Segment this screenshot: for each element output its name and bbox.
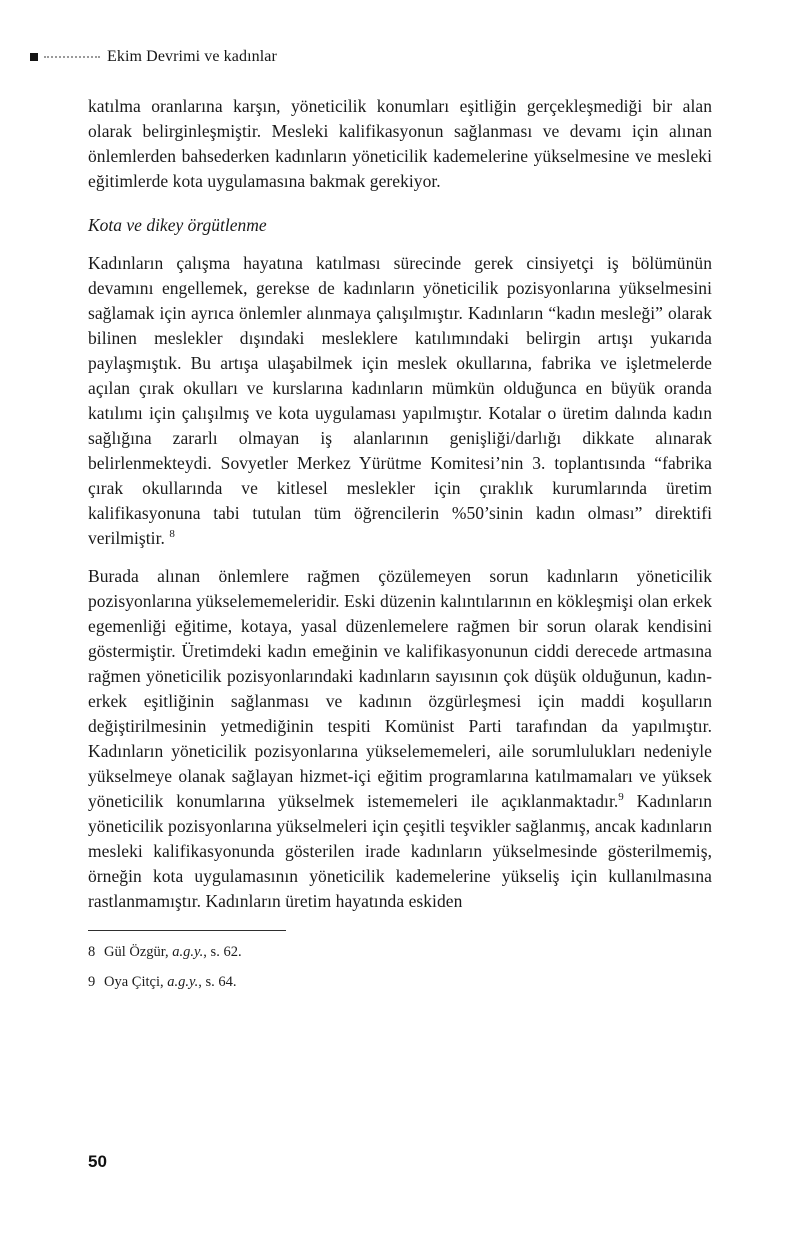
paragraph-2-text: Kadınların çalışma hayatına katılması sürecinde gerek cinsiyetçi iş bölümünün devamını engellemek, gerekse de kadınların yöneticilik pozisyonlarına yükselmesini sağlamak için ayrıca önlemler alınmaya çalışılmıştır. Kadınların “kadın mesleği” olarak bilinen meslekler dışındaki mesleklere katılımındaki belirgin artışı yukarıda paylaşmıştık. Bu artışa ulaşabilmek için meslek okullarına, fabrika ve işletmelerde açılan çırak okulları ve kurslarına kadınların mümkün olduğunca en büyük oranda katılımı için çalışılmış ve kota uygulaması yapılmıştır. Kotalar o üretim dalında kadın sağlığına zararlı olmayan iş alanlarının genişliği/darlığı dikkate alınarak belirlenmekteydi. Sovyetler Merkez Yürütme Komitesi’nin 3. toplantısında “fabrika çırak okullarında ve kitlesel meslekler için çıraklık kurumlarında üretim kalifikasyonuna tabi tutulan tüm öğrencilerin %50’sinin kadın olması” direktifi verilmiştir.: [88, 253, 712, 548]
footnote-8-number: 8: [88, 944, 96, 960]
dotted-leader: [44, 56, 100, 58]
footnote-ref-8: 8: [169, 528, 175, 541]
footnote-ref-9: 9: [618, 791, 624, 804]
paragraph-3-text-before: Burada alınan önlemlere rağmen çözülemeyen sorun kadınların yöneticilik pozisyonlarına yükselememeleridir. Eski düzenin kalıntılarının en kökleşmişi olan erkek egemenliği eğitime, kotaya, yasal düzenlemelere rağmen bir sorun olarak kendisini göstermiştir. Üretimdeki kadın emeğinin ve kalifikasyonunun ciddi derecede artmasına rağmen yöneticilik pozisyonlarındaki kadınların sayısının çok düşük olduğunun, kadın-erkek eşitliğinin sağlanması ve kadının özgürleşmesi için maddi koşulların değiştirilmesinin yetmediğinin tespiti Komünist Parti tarafından da yapılmıştır. Kadınların yöneticilik pozisyonlarına yükselememeleri, aile sorumlulukları nedeniyle yükselmeye olanak sağlayan hizmet-içi eğitim programlarına katılmamaları ve yüksek yöneticilik konumlarına yükselmek istememeleri ile açıklanmaktadır.: [88, 566, 712, 811]
page-number: 50: [88, 1152, 107, 1171]
footnote-9-pages: , s. 64.: [198, 974, 237, 990]
footnote-9-text: Oya Çitçi,: [104, 974, 168, 990]
footnote-9-work-abbrev: a.g.y.: [167, 974, 199, 990]
footnote-8-text: Gül Özgür,: [104, 944, 173, 960]
running-header-title: Ekim Devrimi ve kadınlar: [107, 48, 277, 65]
footnote-9: [88, 973, 712, 992]
square-bullet-icon: [30, 53, 38, 61]
section-heading: Kota ve dikey örgütlenme: [88, 215, 267, 235]
footnote-8-pages: , s. 62.: [203, 944, 242, 960]
text-column: [88, 94, 712, 1003]
paragraph-2: [88, 251, 712, 551]
paragraph-1: katılma oranlarına karşın, yöneticilik konumları eşitliğin gerçekleşmediği bir alan olarak belirginleşmiştir. Mesleki kalifikasyonun sağlanması ve devamı için alınan önlemlerden bahsederken kadınların yöneticilik kademelerine yükselmesine ve mesleki eğitimlerde kota uygulamasına bakmak gerekiyor.: [88, 96, 712, 191]
footnote-9-number: 9: [88, 974, 96, 990]
paragraph-3: [88, 564, 712, 914]
footnote-8-work-abbrev: a.g.y.: [172, 944, 204, 960]
running-header: [30, 48, 277, 66]
footnote-rule: [88, 930, 286, 931]
footnote-area: [88, 930, 712, 992]
paragraph-3-text-after: Kadınların yöneticilik pozisyonlarına yükselmeleri için çeşitli teşvikler sağlanmış, ancak kadınların mesleki kalifikasyonunda gösterilen irade kadınların yükselmesinde gösterilmemiş, örneğin kota uygulamasının yöneticilik kademelerine yükseliş için kullanılmasına rastlanmamıştır. Kadınların üretim hayatında eskiden: [88, 791, 713, 911]
footnote-8: [88, 943, 712, 962]
